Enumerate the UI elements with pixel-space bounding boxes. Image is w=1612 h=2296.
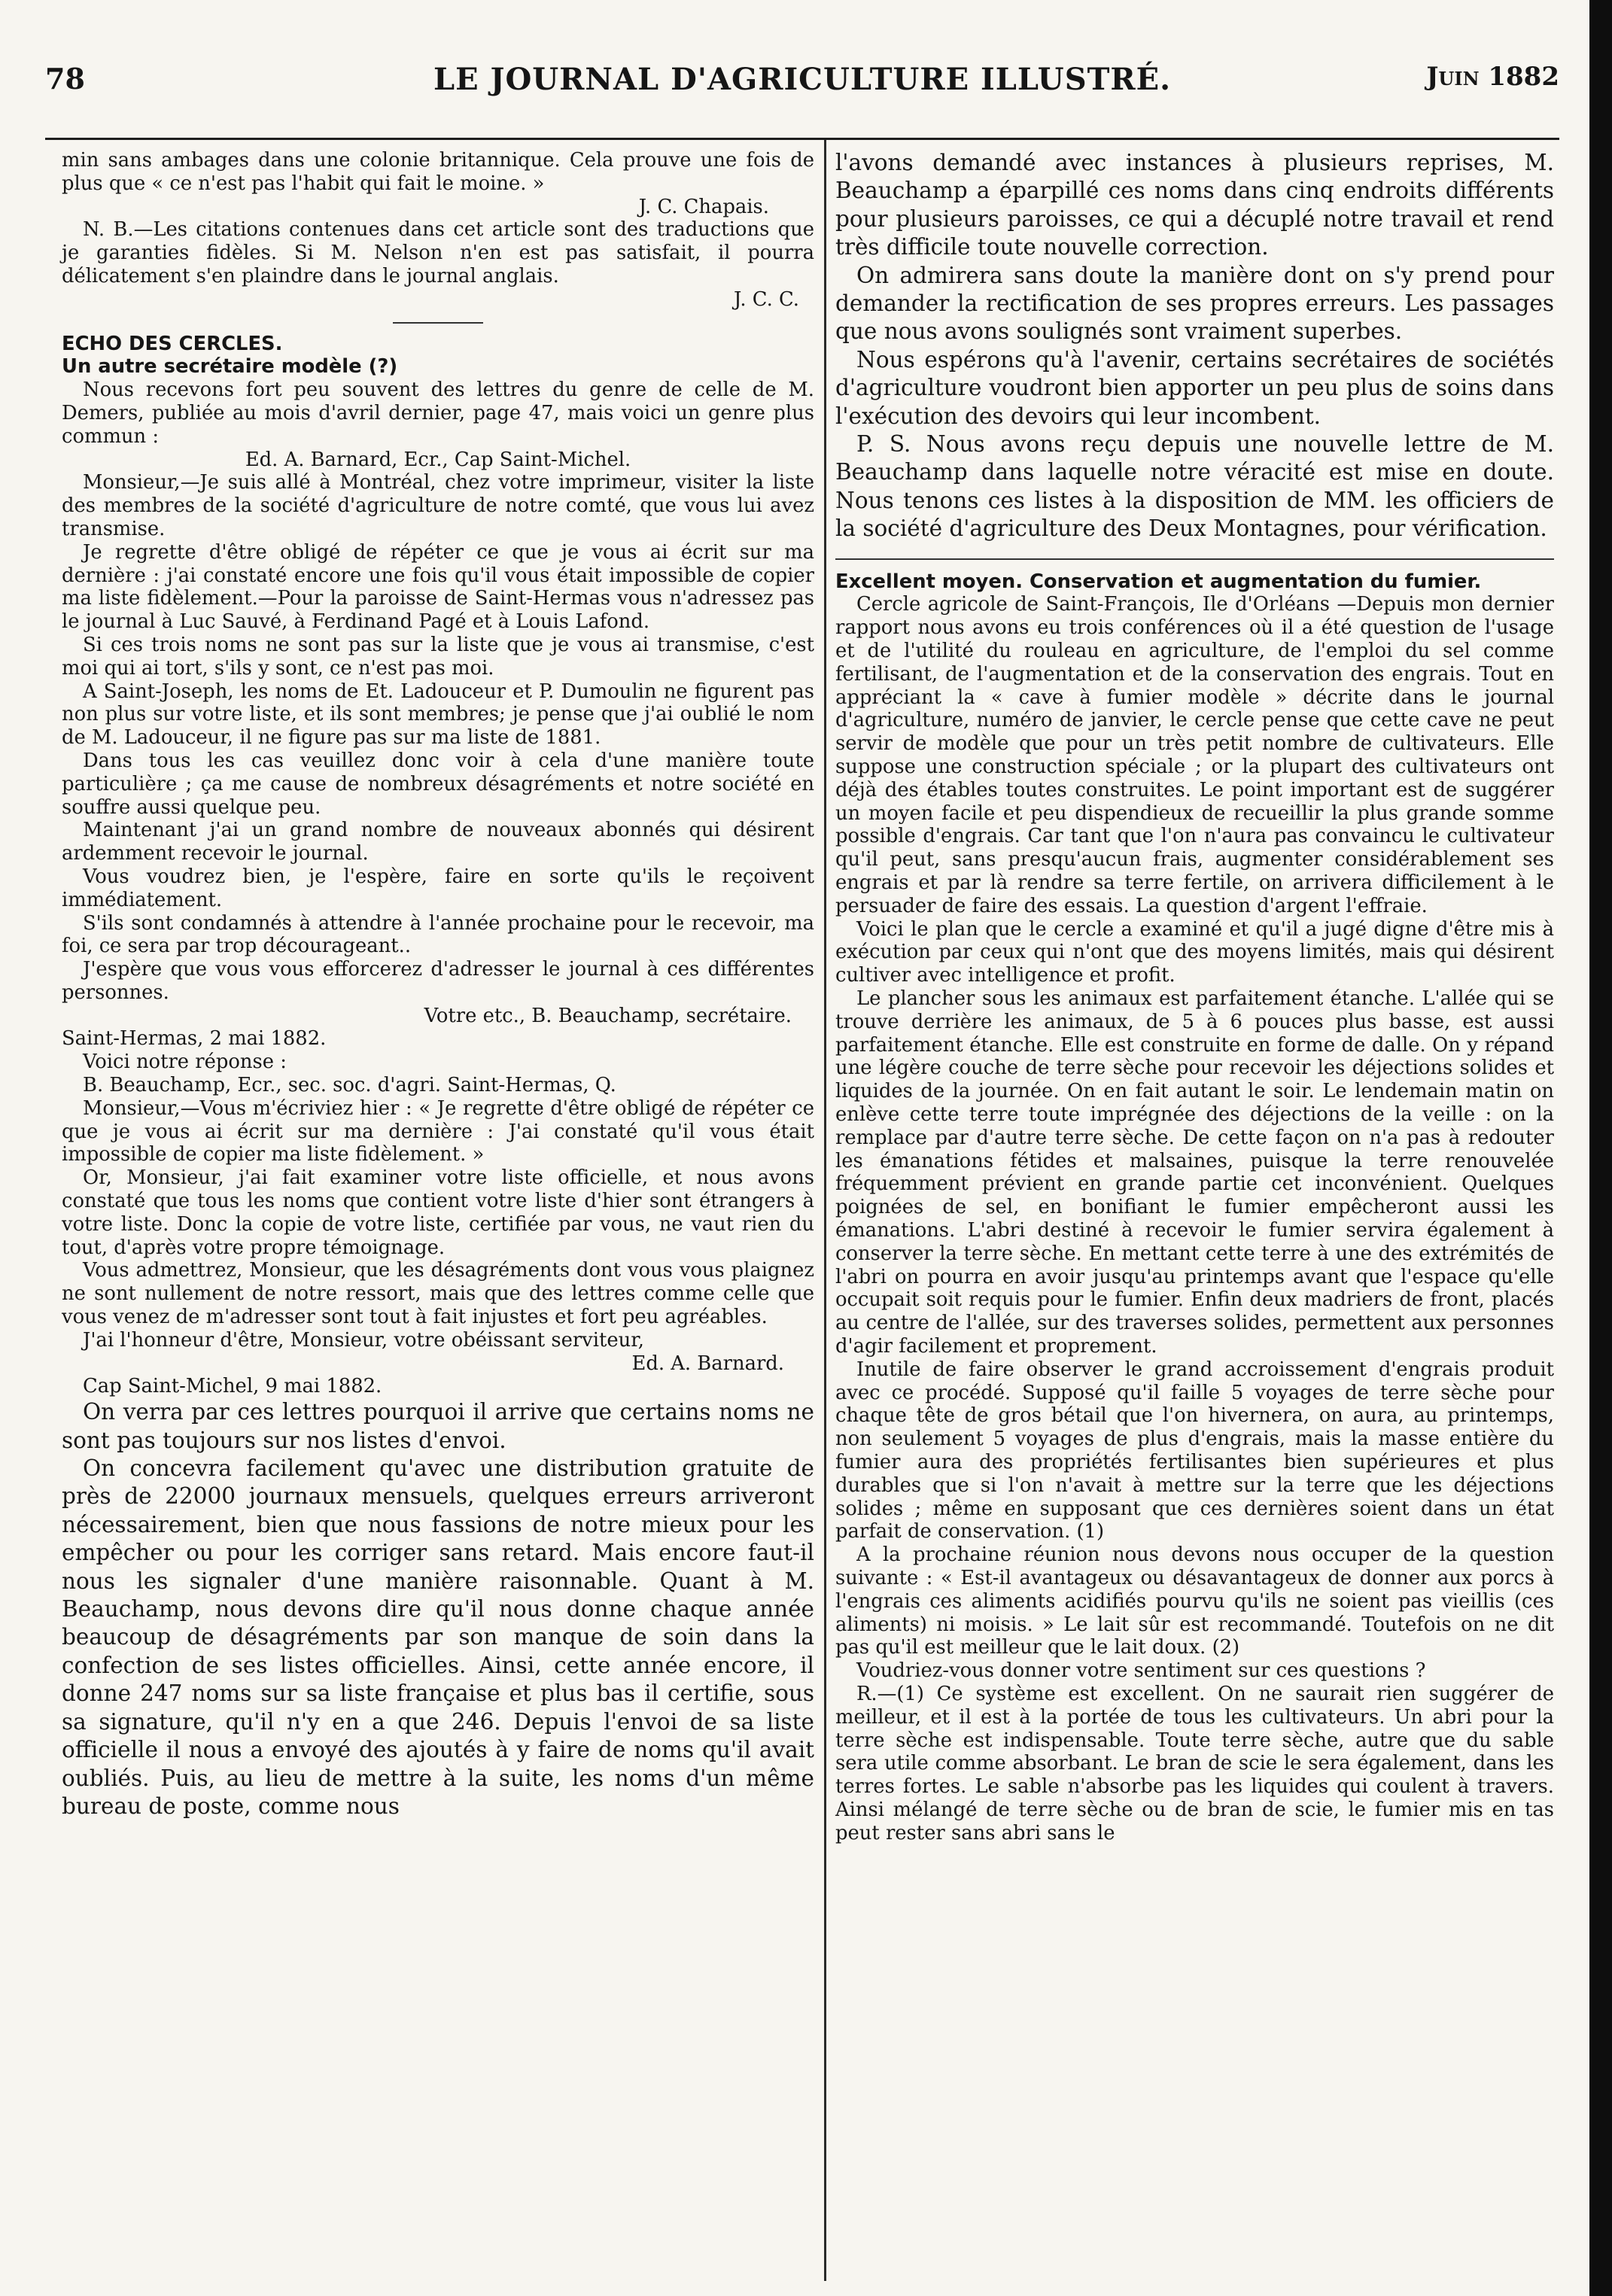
paragraph: On admirera sans doute la manière dont on s'y prend pour demander la rectification de ses propres erreurs. Les passages que nous avons soulignés sont vraiment superbes. xyxy=(835,262,1554,345)
section-title: ECHO DES CERCLES. xyxy=(62,332,283,355)
left-column xyxy=(62,149,814,1820)
paragraph: Vous admettrez, Monsieur, que les désagréments dont vous vous plaignez ne sont nullement de notre ressort, mais que des lettres comme celle que vous venez de m'adresser sont tout à fait injustes et fort peu agréables. xyxy=(62,1259,814,1329)
divider xyxy=(393,322,483,324)
paragraph: A la prochaine réunion nous devons nous occuper de la question suivante : « Est-il avantageux ou désavantageux de donner aux porcs à l'engrais ces aliments acidifiés pourvu qu'ils ne soient pas vieillis (ces aliments) ni moisis. » Le lait sûr est recommandé. Toutefois on ne dit pas qu'il est meilleur que le lait doux. (2) xyxy=(835,1543,1554,1659)
reply-intro: Voici notre réponse : xyxy=(83,1051,287,1074)
paragraph: Monsieur,—Je suis allé à Montréal, chez votre imprimeur, visiter la liste des membres de la société d'agriculture de notre comté, que vous lui avez transmise. xyxy=(62,471,814,540)
paragraph: A Saint-Joseph, les noms de Et. Ladouceur et P. Dumoulin ne figurent pas non plus sur votre liste, et ils sont membres; je pense que j'ai oublié le nom de M. Ladouceur, il ne figure pas sur ma liste de 1881. xyxy=(62,680,814,750)
paragraph: Vous voudrez bien, je l'espère, faire en sorte qu'ils le reçoivent immédiatement. xyxy=(62,865,814,911)
paragraph: P. S. Nous avons reçu depuis une nouvelle lettre de M. Beauchamp dans laquelle notre véracité est mise en doute. Nous tenons ces listes à la disposition de MM. les officiers de la société d'agriculture des Deux Montagnes, pour vérification. xyxy=(835,431,1554,542)
place-date: Cap Saint-Michel, 9 mai 1882. xyxy=(83,1375,382,1398)
paragraph: S'ils sont condamnés à attendre à l'année prochaine pour le recevoir, ma foi, ce sera par trop décourageant.. xyxy=(62,911,814,958)
paragraph: Dans tous les cas veuillez donc voir à cela d'une manière toute particulière ; ça me cause de nombreux désagréments et notre société en souffre aussi quelque peu. xyxy=(62,749,814,819)
paragraph: Inutile de faire observer le grand accroissement d'engrais produit avec ce procédé. Supposé qu'il faille 5 voyages de terre sèche pour chaque tête de gros bétail que l'on hivernera, on aura, au printemps, non seulement 5 voyages de plus d'engrais, mais la masse entière du fumier aura des propriétés fertilisantes bien supérieures et plus durables que si l'on n'avait à mettre sur la terre que les déjections solides ; même en supposant que ces dernières soient dans un état parfait de conservation. (1) xyxy=(835,1358,1554,1543)
page-number: 78 xyxy=(45,62,85,96)
divider xyxy=(835,558,1554,560)
paragraph: Cercle agricole de Saint-François, Ile d'Orléans —Depuis mon dernier rapport nous avons eu trois conférences où il a été question de l'usage et de l'utilité du rouleau en agriculture, de l'emploi du sel comme fertilisant, de l'augmentation et de la conservation des engrais. Tout en appréciant la « cave à fumier modèle » décrite dans le journal d'agriculture, numéro de janvier, le cercle pense que cette cave ne peut servir de modèle que pour un très petit nombre de cultivateurs. Elle suppose une construction spéciale ; or la plupart des cultivateurs ont déjà des étables toutes construites. Le point important est de suggérer un moyen facile et peu dispendieux de recueillir la plus grande somme possible d'engrais. Car tant que l'on n'aura pas convaincu le cultivateur qu'il peut, sans presqu'aucun frais, augmenter considérablement ses engrais et par là rendre sa terre fertile, on arrivera difficilement à le persuader de faire des essais. La question d'argent l'effraie. xyxy=(835,593,1554,917)
paragraph: J'ai l'honneur d'être, Monsieur, votre obéissant serviteur, xyxy=(83,1328,644,1352)
letter-address: B. Beauchamp, Ecr., sec. soc. d'agri. Saint-Hermas, Q. xyxy=(83,1074,616,1097)
signature: Votre etc., B. Beauchamp, secrétaire. xyxy=(424,1004,792,1027)
paragraph: Le plancher sous les animaux est parfaitement étanche. L'allée qui se trouve derrière les animaux, de 5 à 6 pouces plus basse, est aussi parfaitement étanche. Elle est construite en forme de dalle. On y répand une légère couche de terre sèche pour recevoir les déjections solides et liquides de la journée. On en fait autant le soir. Le lendemain matin on enlève cette terre toute imprégnée des déjections de la veille : on la remplace par d'autre terre sèche. De cette façon on n'a pas à redouter les émanations fétides et malsaines, puisque la terre renouvelée fréquemment prévient en grande partie cet inconvénient. Quelques poignées de sel, en bonifiant le fumier empêcheront aussi les émanations. L'abri destiné à recevoir le fumier servira également à conserver la terre sèche. En mettant cette terre à une des extrémités de l'abri on pourra en avoir jusqu'au printemps avant que l'espace qu'elle occupait soit requis pour le fumier. Enfin deux madriers de front, placés au centre de l'allée, sur des traverses solides, permettent aux personnes d'agir facilement et proprement. xyxy=(835,987,1554,1358)
section-title: Excellent moyen. Conservation et augmentation du fumier. xyxy=(835,570,1482,593)
right-column xyxy=(835,149,1554,1845)
issue-date: Juin 1882 xyxy=(1426,62,1559,92)
paragraph: On concevra facilement qu'avec une distribution gratuite de près de 22000 journaux mensuels, quelques erreurs arriveront nécessairement, bien que nous fassions de notre mieux pour les empêcher ou pour les corriger sans retard. Mais encore faut-il nous les signaler d'une manière raisonnable. Quant à M. Beauchamp, nous devons dire qu'il nous donne chaque année beaucoup de désagréments par son manque de soin dans la confection de ses listes officielles. Ainsi, cette année encore, il donne 247 noms sur sa liste française et plus bas il certifie, sous sa signature, qu'il n'y en a que 246. Depuis l'envoi de sa liste officielle il nous a envoyé des ajoutés à y faire de noms qu'il avait oubliés. Puis, au lieu de mettre à la suite, les noms d'un même bureau de poste, comme nous xyxy=(62,1455,814,1819)
paragraph: R.—(1) Ce système est excellent. On ne saurait rien suggérer de meilleur, et il est à la portée de tous les cultivateurs. Un abri pour la terre sèche est indispensable. Toute terre sèche, autre que du sable sera utile comme absorbant. Le bran de scie le sera également, dans les terres fortes. Le sable n'absorbe pas les liquides qui coulent à travers. Ainsi mélangé de terre sèche ou de bran de scie, le fumier mis en tas peut rester sans abri sans le xyxy=(835,1682,1554,1844)
paragraph: Je regrette d'être obligé de répéter ce que je vous ai écrit sur ma dernière : j'ai constaté encore une fois qu'il vous était impossible de copier ma liste fidèlement.—Pour la paroisse de Saint-Hermas vous n'adressez pas le journal à Luc Sauvé, à Ferdinand Pagé et à Louis Lafond. xyxy=(62,540,814,634)
signature: J. C. C. xyxy=(734,287,799,311)
signature: J. C. Chapais. xyxy=(638,195,769,218)
page-header xyxy=(45,62,1559,99)
paragraph: min sans ambages dans une colonie britannique. Cela prouve une fois de plus que « ce n'est pas l'habit qui fait le moine. » xyxy=(62,149,814,195)
signature: Ed. A. Barnard. xyxy=(631,1352,784,1375)
section-subtitle: Un autre secrétaire modèle (?) xyxy=(62,355,398,379)
paragraph: N. B.—Les citations contenues dans cet article sont des traductions que je garanties fidèles. Si M. Nelson n'en est pas satisfait, il pourra délicatement s'en plaindre dans le journal anglais. xyxy=(62,218,814,287)
paragraph: Or, Monsieur, j'ai fait examiner votre liste officielle, et nous avons constaté que tous les noms que contient votre liste d'hier sont étrangers à votre liste. Donc la copie de votre liste, certifiée par vous, ne vaut rien du tout, d'après votre propre témoignage. xyxy=(62,1166,814,1259)
paragraph: Voici le plan que le cercle a examiné et qu'il a jugé digne d'être mis à exécution par ceux qui n'ont que des moyens limités, mais qui désirent cultiver avec intelligence et profit. xyxy=(835,917,1554,987)
journal-title: LE JOURNAL D'AGRICULTURE ILLUSTRÉ. xyxy=(433,62,1171,97)
header-rule xyxy=(45,138,1559,140)
paragraph: Maintenant j'ai un grand nombre de nouveaux abonnés qui désirent ardemment recevoir le journal. xyxy=(62,819,814,865)
paragraph: Si ces trois noms ne sont pas sur la liste que je vous ai transmise, c'est moi qui ai tort, s'ils y sont, ce n'est pas moi. xyxy=(62,633,814,680)
paragraph: J'espère que vous vous efforcerez d'adresser le journal à ces différentes personnes. xyxy=(62,958,814,1004)
paragraph: Nous espérons qu'à l'avenir, certains secrétaires de sociétés d'agriculture voudront bien apporter un peu plus de soins dans l'exécution des devoirs qui leur incombent. xyxy=(835,346,1554,429)
letter-address: Ed. A. Barnard, Ecr., Cap Saint-Michel. xyxy=(245,448,631,471)
paragraph: Nous recevons fort peu souvent des lettres du genre de celle de M. Demers, publiée au mois d'avril dernier, page 47, mais voici un genre plus commun : xyxy=(62,379,814,448)
place-date: Saint-Hermas, 2 mai 1882. xyxy=(62,1027,327,1051)
paragraph: Monsieur,—Vous m'écriviez hier : « Je regrette d'être obligé de répéter ce que je vous ai écrit sur ma dernière : J'ai constaté qu'il vous était impossible de copier ma liste fidèlement. » xyxy=(62,1096,814,1166)
paragraph: On verra par ces lettres pourquoi il arrive que certains noms ne sont pas toujours sur nos listes d'envoi. xyxy=(62,1399,814,1453)
paragraph: l'avons demandé avec instances à plusieurs reprises, M. Beauchamp a éparpillé ces noms dans cinq endroits différents pour plusieurs paroisses, ce qui a décuplé notre travail et rend très difficile toute nouvelle correction. xyxy=(835,150,1554,260)
scan-edge-bar xyxy=(1589,0,1612,2296)
column-divider xyxy=(824,140,826,2281)
paragraph: Voudriez-vous donner votre sentiment sur ces questions ? xyxy=(856,1659,1426,1683)
